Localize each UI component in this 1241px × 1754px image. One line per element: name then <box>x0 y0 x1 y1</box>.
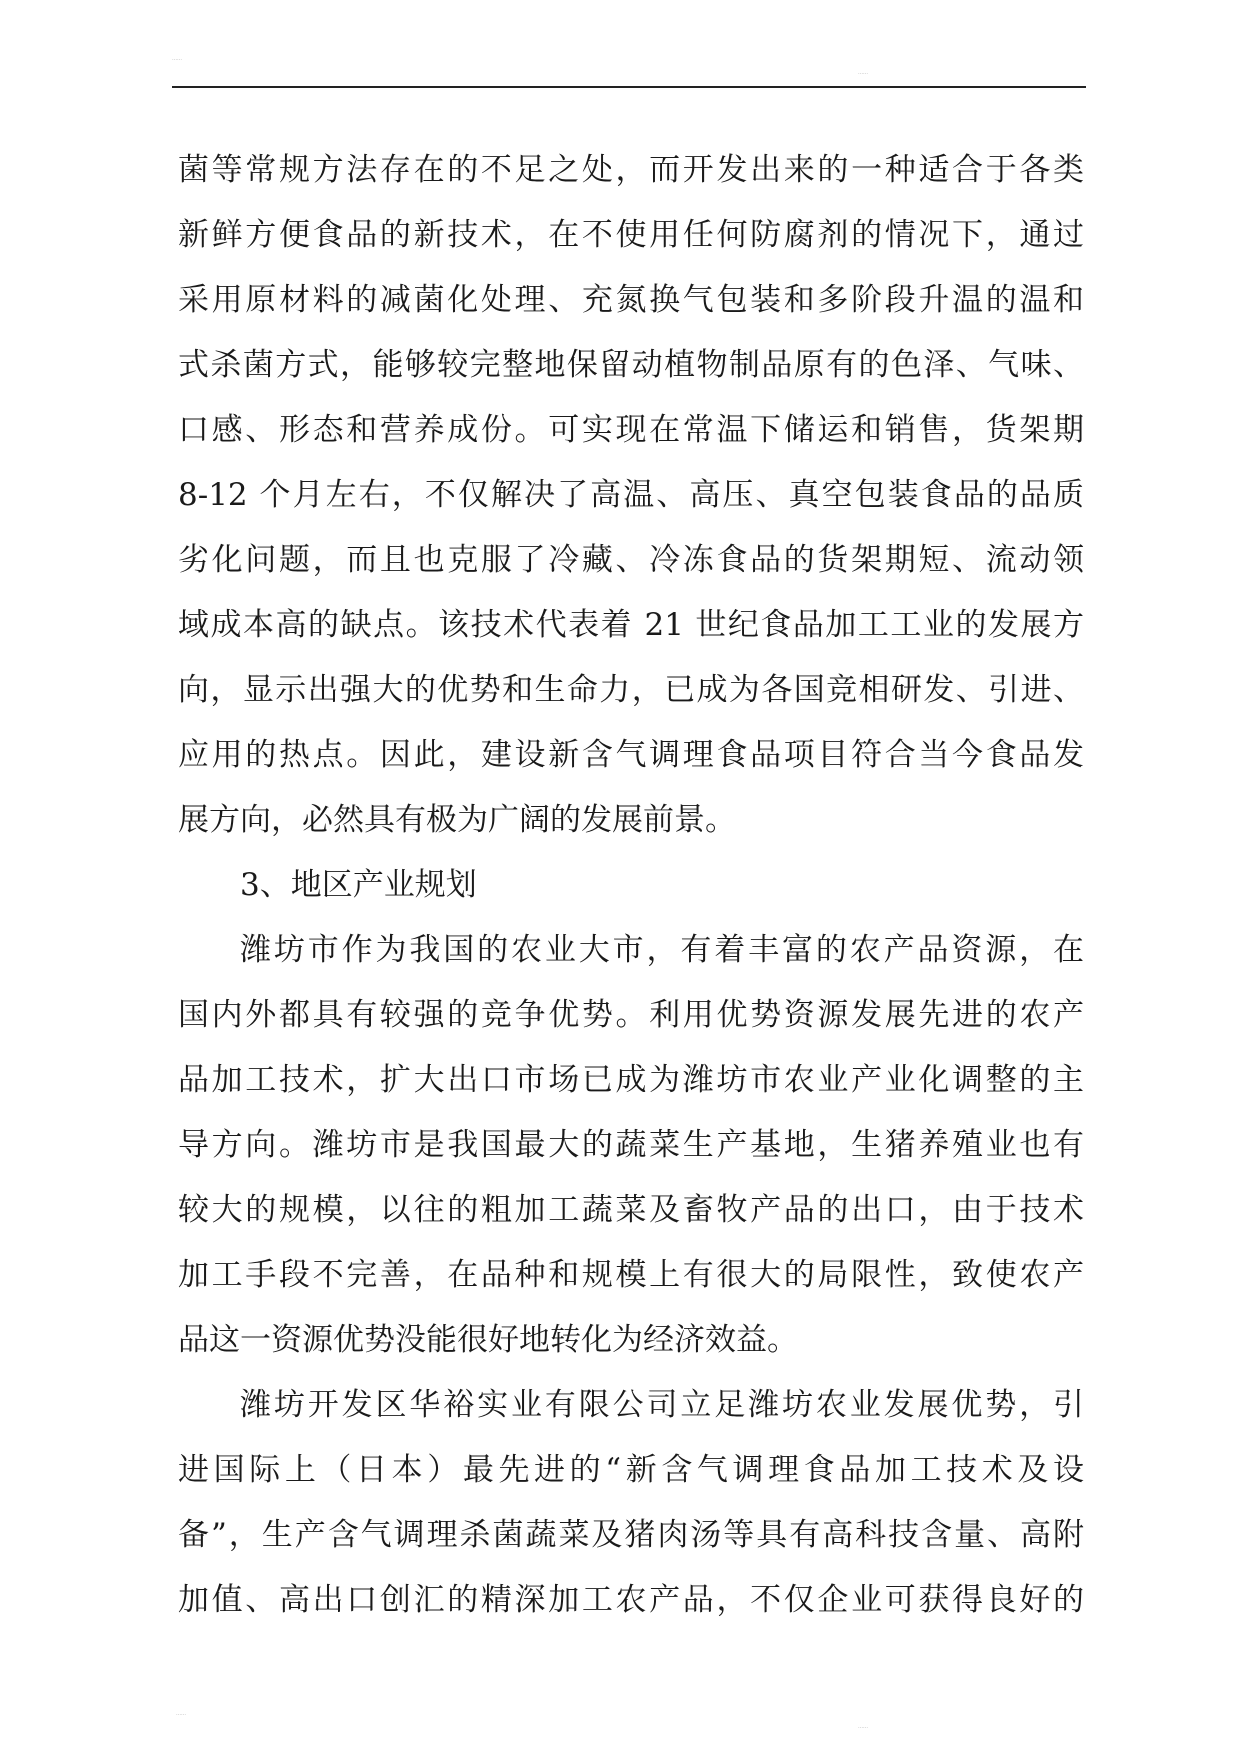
text-line: 口感、形态和营养成份。可实现在常温下储运和销售，货架期 <box>178 412 1084 448</box>
text-line: 8-12 个月左右，不仅解决了高温、高压、真空包装食品的品质 <box>178 477 1084 513</box>
text-line: 加值、高出口创汇的精深加工农产品，不仅企业可获得良好的 <box>178 1582 1084 1618</box>
text-line: 潍坊开发区华裕实业有限公司立足潍坊农业发展优势，引 <box>240 1387 1084 1423</box>
text-line: 品这一资源优势没能很好地转化为经济效益。 <box>178 1322 798 1358</box>
text-line: 域成本高的缺点。该技术代表着 21 世纪食品加工工业的发展方 <box>178 607 1084 643</box>
text-line: 展方向，必然具有极为广阔的发展前景。 <box>178 802 736 838</box>
text-line: 导方向。潍坊市是我国最大的蔬菜生产基地，生猪养殖业也有 <box>178 1127 1084 1163</box>
text-line: 应用的热点。因此，建设新含气调理食品项目符合当今食品发 <box>178 737 1084 773</box>
text-line: 式杀菌方式，能够较完整地保留动植物制品原有的色泽、气味、 <box>178 347 1084 383</box>
text-line: 向，显示出强大的优势和生命力，已成为各国竞相研发、引进、 <box>178 672 1084 708</box>
text-line: 品加工技术，扩大出口市场已成为潍坊市农业产业化调整的主 <box>178 1062 1084 1098</box>
text-line: 劣化问题，而且也克服了冷藏、冷冻食品的货架期短、流动领 <box>178 542 1084 578</box>
document-body <box>178 138 1084 1633</box>
text-line: 备”，生产含气调理杀菌蔬菜及猪肉汤等具有高科技含量、高附 <box>178 1517 1084 1553</box>
text-line: 进国际上（日本）最先进的“新含气调理食品加工技术及设 <box>178 1452 1084 1488</box>
text-line: 采用原材料的减菌化处理、充氮换气包装和多阶段升温的温和 <box>178 282 1084 318</box>
header-center-mark: ...... <box>858 70 869 76</box>
text-line: 较大的规模，以往的粗加工蔬菜及畜牧产品的出口，由于技术 <box>178 1192 1084 1228</box>
text-line: 加工手段不完善，在品种和规模上有很大的局限性，致使农产 <box>178 1257 1084 1293</box>
header-rule <box>172 86 1086 88</box>
text-line: 国内外都具有较强的竞争优势。利用优势资源发展先进的农产 <box>178 997 1084 1033</box>
section-heading: 3、地区产业规划 <box>240 867 477 903</box>
header-left-mark: ...... <box>172 56 183 62</box>
text-line: 潍坊市作为我国的农业大市，有着丰富的农产品资源，在 <box>240 932 1084 968</box>
footer-center-mark: ...... <box>858 1724 869 1730</box>
footer-left-mark: ...... <box>176 1711 187 1717</box>
text-line: 菌等常规方法存在的不足之处，而开发出来的一种适合于各类 <box>178 152 1084 188</box>
text-line: 新鲜方便食品的新技术，在不使用任何防腐剂的情况下，通过 <box>178 217 1084 253</box>
